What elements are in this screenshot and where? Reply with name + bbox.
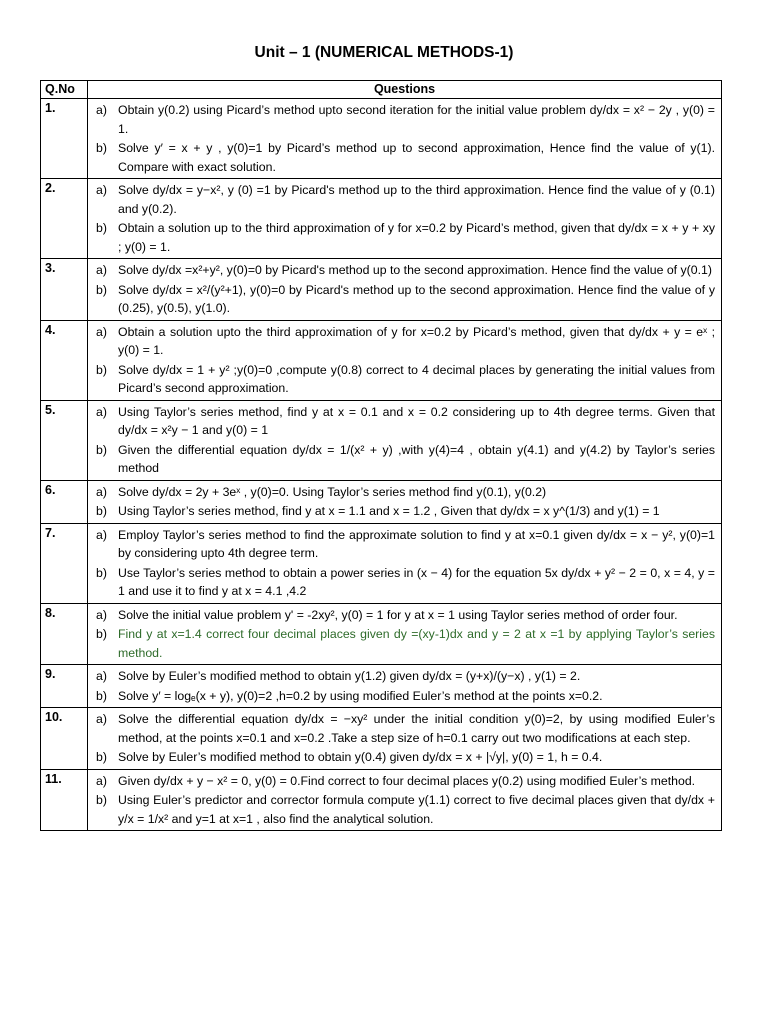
part-label: b) [96,750,107,764]
table-row [41,708,722,770]
question-part [94,139,715,176]
question-part [94,101,715,138]
question-cell [88,523,722,603]
question-part [94,441,715,478]
part-text: Using Taylor’s series method, find y at x = 0.1 and x = 0.2 considering up to 4th degree terms. Given that dy/dx = x²y − 1 and y(0) = 1 [118,404,715,437]
question-part [94,772,715,791]
questions-table [40,80,722,831]
question-part [94,219,715,256]
table-row [41,480,722,523]
table-row [41,99,722,179]
question-cell [88,480,722,523]
part-text: Solve y′ = logₑ(x + y), y(0)=2 ,h=0.2 by using modified Euler’s method at the points x=0.2. [118,688,603,703]
part-label: a) [96,527,107,542]
question-part [94,748,715,767]
question-number: 10. [41,708,88,770]
table-row [41,259,722,321]
part-text: Use Taylor’s series method to obtain a power series in (x − 4) for the equation 5x dy/dx + y² − 2 = 0, x = 4, y = 1 and use it to find y at x = 4.1 ,4.2 [118,565,715,598]
part-text: Find y at x=1.4 correct four decimal places given dy =(xy-1)dx and y = 2 at x =1 by applying Taylor’s series method. [118,627,715,660]
question-cell [88,400,722,480]
question-part [94,791,715,828]
page-title: Unit – 1 (NUMERICAL METHODS-1) [254,44,514,61]
question-part [94,667,715,686]
part-text: Solve dy/dx =x²+y², y(0)=0 by Picard's method up to the second approximation. Hence find the value of y(0.1) [118,263,712,277]
question-cell [88,665,722,708]
part-label: b) [96,442,107,457]
part-label: a) [96,404,107,419]
part-text: Obtain y(0.2) using Picard’s method upto second iteration for the initial value problem dy/dx = x² − 2y , y(0) = 1. [118,103,715,136]
header-qno: Q.No [41,81,88,99]
part-label: b) [96,793,107,807]
part-label: a) [96,712,107,726]
part-label: b) [96,688,107,703]
part-label: b) [96,141,107,155]
question-part [94,625,715,662]
question-number: 8. [41,603,88,665]
question-part [94,403,715,440]
part-label: b) [96,565,107,580]
part-label: b) [96,627,107,641]
question-number: 5. [41,400,88,480]
table-row [41,665,722,708]
question-cell [88,179,722,259]
part-label: b) [96,221,107,235]
part-text: Using Taylor’s series method, find y at x = 1.1 and x = 1.2 , Given that dy/dx = x y^(1/3) and y(1) = 1 [118,504,660,518]
question-part [94,281,715,318]
question-part [94,606,715,625]
part-text: Solve y′ = x + y , y(0)=1 by Picard’s method up to second approximation, Hence find the value of y(1). Compare with exact solution. [118,141,715,174]
part-text: Obtain a solution up to the third approximation of y for x=0.2 by Picard’s method, given that dy/dx = x + y + xy ; y(0) = 1. [118,221,715,254]
question-part [94,564,715,601]
table-row [41,179,722,259]
part-label: a) [96,103,107,117]
question-cell [88,320,722,400]
question-cell [88,769,722,831]
question-part [94,261,715,280]
header-questions: Questions [88,81,722,99]
part-text: Given the differential equation dy/dx = 1/(x² + y) ,with y(4)=4 , obtain y(4.1) and y(4.2) by Taylor’s series method [118,442,715,475]
question-part [94,181,715,218]
part-label: a) [96,324,107,339]
part-text: Solve the initial value problem y' = -2xy², y(0) = 1 for y at x = 1 using Taylor series method of order four. [118,607,678,622]
question-number: 1. [41,99,88,179]
part-text: Employ Taylor’s series method to find the approximate solution to find y at x=0.1 given dy/dx = x − y², y(0)=1 by considering upto 4th degree term. [118,527,715,560]
part-label: b) [96,362,107,377]
question-cell [88,708,722,770]
question-number: 6. [41,480,88,523]
table-row [41,769,722,831]
part-text: Obtain a solution upto the third approximation of y for x=0.2 by Picard’s method, given that dy/dx + y = eˣ ; y(0) = 1. [118,324,715,357]
question-number: 4. [41,320,88,400]
part-text: Solve dy/dx = y−x², y (0) =1 by Picard's method up to the third approximation. Hence find the value of y (0.1) and y(0.2). [118,183,715,216]
table-row [41,523,722,603]
question-part [94,361,715,398]
part-label: a) [96,669,107,683]
part-label: a) [96,484,107,499]
part-text: Given dy/dx + y − x² = 0, y(0) = 0.Find correct to four decimal places y(0.2) using modified Euler’s method. [118,773,696,788]
question-cell [88,259,722,321]
question-part [94,710,715,747]
part-text: Solve dy/dx = 1 + y² ;y(0)=0 ,compute y(0.8) correct to 4 decimal places by generating the initial values from Picard’s second approximation. [118,362,715,395]
questions-body [41,99,722,831]
part-label: a) [96,607,107,622]
part-text: Solve dy/dx = 2y + 3eˣ , y(0)=0. Using Taylor’s series method find y(0.1), y(0.2) [118,484,547,499]
question-number: 11. [41,769,88,831]
question-number: 3. [41,259,88,321]
question-number: 9. [41,665,88,708]
part-label: b) [96,504,107,518]
question-part [94,483,715,502]
table-row [41,400,722,480]
question-part [94,526,715,563]
part-text: Solve the differential equation dy/dx = −xy² under the initial condition y(0)=2, by using modified Euler’s method, at the points x=0.1 and x=0.2 .Take a step size of h=0.1 carry out two modifications at each step. [118,712,715,745]
table-row [41,320,722,400]
question-part [94,323,715,360]
question-part [94,502,715,521]
part-text: Solve dy/dx = x²/(y²+1), y(0)=0 by Picard's method up to the second approximation. Hence find the value of y (0.25), y(0.5), y(1.0). [118,282,715,315]
part-label: a) [96,183,107,197]
part-text: Solve by Euler’s modified method to obtain y(1.2) given dy/dx = (y+x)/(y−x) , y(1) = 2. [118,669,581,683]
question-number: 2. [41,179,88,259]
part-label: a) [96,263,107,277]
question-part [94,687,715,706]
part-label: a) [96,773,107,788]
part-text: Using Euler’s predictor and corrector formula compute y(1.1) correct to five decimal places given that dy/dx + y/x = 1/x² and y=1 at x=1 , also find the analytical solution. [118,793,715,826]
table-row [41,603,722,665]
table-header-row [41,81,722,99]
question-cell [88,603,722,665]
part-text: Solve by Euler’s modified method to obtain y(0.4) given dy/dx = x + |√y|, y(0) = 1, h = 0.4. [118,750,603,764]
question-number: 7. [41,523,88,603]
question-cell [88,99,722,179]
part-label: b) [96,282,107,297]
